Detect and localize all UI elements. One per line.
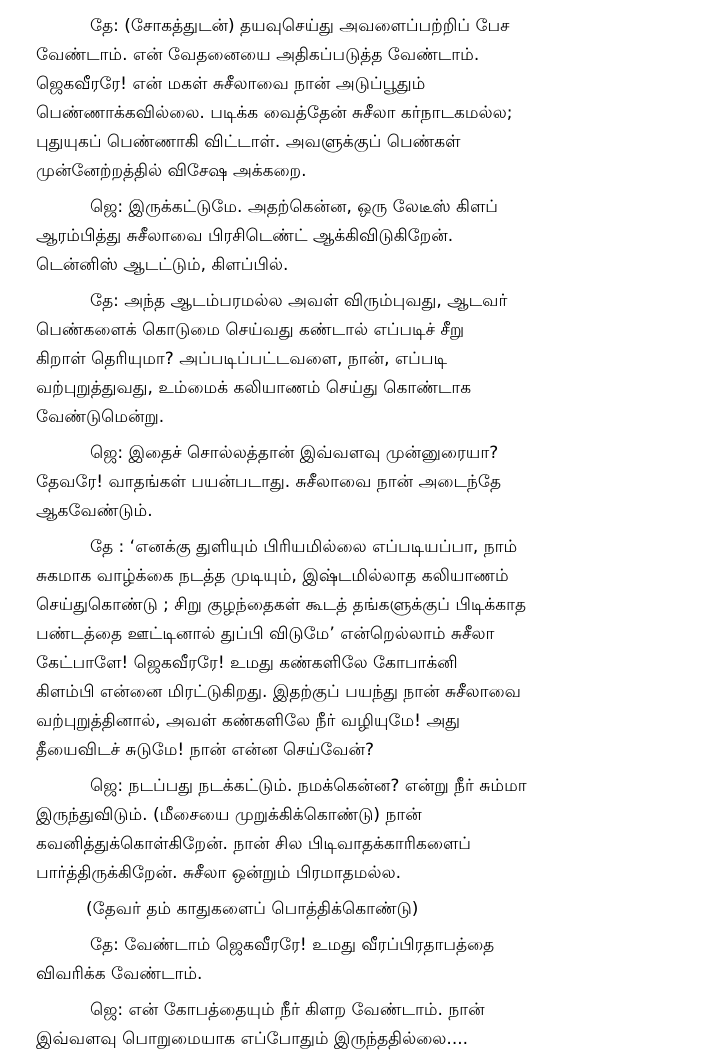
text-line: வேண்டாம். என் வேதனையை அதிகப்படுத்த வேண்டாம். [36, 45, 480, 65]
text-line: ஜெ: இதைச் சொல்லத்தான் இவ்வளவு முன்னுரையா? [90, 443, 499, 463]
text-line: சுகமாக வாழ்க்கை நடத்த முடியும், இஷ்டமில்லாத கலியாணம் [36, 566, 509, 586]
text-line: ஜெ: இருக்கட்டுமே. அதற்கென்ன, ஒரு லேடீஸ் கிளப் [90, 197, 498, 217]
text-line: புதுயுகப் பெண்ணாகி விட்டாள். அவளுக்குப் பெண்கள் [36, 132, 461, 152]
text-line: வற்புறுத்தினால், அவள் கண்களிலே நீர் வழியுமே! அது [36, 711, 461, 731]
stage-direction [36, 895, 681, 924]
text-line: தேவரே! வாதங்கள் பயன்படாது. சுசீலாவை நான் அடைந்தே [36, 472, 502, 492]
dialogue-paragraph [36, 193, 681, 280]
dialogue-paragraph [36, 12, 681, 186]
text-line: ஜெ: நடப்பது நடக்கட்டும். நமக்கென்ன? என்று நீர் சும்மா [90, 776, 527, 796]
text-line: பெண்ணாக்கவில்லை. படிக்க வைத்தேன் சுசீலா கர்நாடகமல்ல; [36, 103, 513, 123]
dialogue-paragraph [36, 772, 681, 888]
text-line: பெண்களைக் கொடுமை செய்வது கண்டால் எப்படிச் சீறு [36, 320, 465, 340]
text-line: வேண்டுமென்று. [36, 407, 165, 427]
text-line: (தேவர் தம் காதுகளைப் பொத்திக்கொண்டு) [86, 899, 419, 919]
text-line: கிறாள் தெரியுமா? அப்படிப்பட்டவளை, நான், எப்படி [36, 349, 447, 369]
text-line: தே: அந்த ஆடம்பரமல்ல அவள் விரும்புவது, ஆடவர் [90, 291, 508, 311]
text-line: கேட்பாளே! ஜெகவீரரே! உமது கண்களிலே கோபாக்னி [36, 653, 458, 673]
dialogue-paragraph [36, 439, 681, 526]
dialogue-paragraph [36, 287, 681, 432]
text-line: பார்த்திருக்கிறேன். சுசீலா ஒன்றும் பிரமாதமல்ல. [36, 863, 402, 883]
text-line: ஜெ: என் கோபத்தையும் நீர் கிளற வேண்டாம். நான் [90, 1000, 485, 1020]
dialogue-paragraph [36, 931, 681, 989]
text-line: செய்துகொண்டு ; சிறு குழந்தைகள் கூடத் தங்களுக்குப் பிடிக்காத [36, 595, 527, 615]
text-line: விவரிக்க வேண்டாம். [36, 964, 203, 984]
text-line: டென்னிஸ் ஆடட்டும், கிளப்பில். [36, 255, 289, 275]
text-line: வற்புறுத்துவது, உம்மைக் கலியாணம் செய்து கொண்டாக [36, 378, 472, 398]
dialogue-paragraph [36, 996, 681, 1054]
text-line: முன்னேற்றத்தில் விசேஷ அக்கறை. [36, 161, 307, 181]
text-line: ஆகவேண்டும். [36, 501, 153, 521]
text-line: பண்டத்தை ஊட்டினால் துப்பி விடுமே’ என்றெல்லாம் சுசீலா [36, 624, 495, 644]
text-line: தீயைவிடச் சுடுமே! நான் என்ன செய்வேன்? [36, 740, 375, 760]
text-line: கிளம்பி என்னை மிரட்டுகிறது. இதற்குப் பயந்து நான் சுசீலாவை [36, 682, 521, 702]
dialogue-text [36, 12, 681, 1054]
text-line: தே : ‘எனக்கு துளியும் பிரியமில்லை எப்படியப்பா, நாம் [90, 537, 518, 557]
text-line: ஜெகவீரரே! என் மகள் சுசீலாவை நான் அடுப்பூதும் [36, 74, 426, 94]
text-line: கவனித்துக்கொள்கிறேன். நான் சில பிடிவாதக்காரிகளைப் [36, 834, 471, 854]
dialogue-paragraph [36, 533, 681, 765]
text-line: இவ்வளவு பொறுமையாக எப்போதும் இருந்ததில்லை.... [36, 1029, 469, 1049]
text-line: இருந்துவிடும். (மீசையை முறுக்கிக்கொண்டு) நான் [36, 805, 422, 825]
text-line: தே: வேண்டாம் ஜெகவீரரே! உமது வீரப்பிரதாபத்தை [90, 935, 495, 955]
text-line: ஆரம்பித்து சுசீலாவை பிரசிடெண்ட் ஆக்கிவிடுகிறேன். [36, 226, 454, 246]
text-line: தே: (சோகத்துடன்) தயவுசெய்து அவளைப்பற்றிப் பேச [90, 16, 510, 36]
